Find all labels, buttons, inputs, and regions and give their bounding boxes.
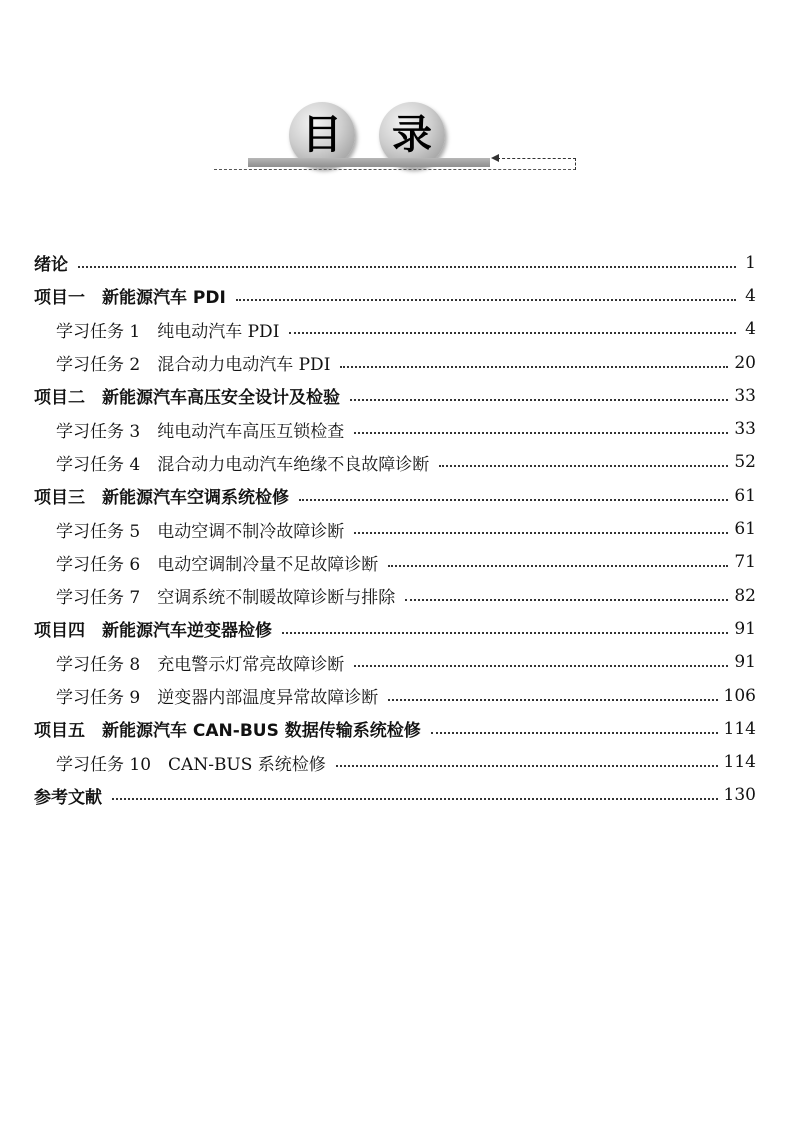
toc-page-number: 71 [734, 552, 756, 573]
toc-leader-dots [431, 732, 718, 734]
toc-entry-task[interactable] [34, 346, 756, 379]
toc-entry-title: 学习任务 2 混合动力电动汽车 PDI [56, 355, 331, 376]
toc-entry-task[interactable] [34, 579, 756, 612]
toc-entry-title: 学习任务 5 电动空调不制冷故障诊断 [56, 521, 345, 542]
toc-entry-task[interactable] [34, 512, 756, 545]
toc-entry-task[interactable] [34, 679, 756, 712]
toc-page-number: 82 [734, 585, 756, 606]
toc-entry-project[interactable] [34, 712, 756, 745]
toc-page-number: 33 [734, 385, 756, 406]
header-char-mu: 目 [302, 112, 342, 158]
toc-entry-task[interactable] [34, 546, 756, 579]
toc-entry-title: 学习任务 10 CAN-BUS 系统检修 [56, 754, 326, 775]
toc-page-number: 91 [734, 618, 756, 639]
toc-entry-project[interactable] [34, 779, 756, 812]
toc-entry-project[interactable] [34, 479, 756, 512]
toc-entry-project[interactable] [34, 246, 756, 279]
toc-page-number: 4 [745, 319, 756, 340]
toc-leader-dots [354, 432, 728, 434]
toc-leader-dots [336, 765, 718, 767]
toc-leader-dots [289, 332, 736, 334]
header-arrow-line [497, 158, 576, 159]
toc-leader-dots [405, 599, 728, 601]
toc-entry-project[interactable] [34, 279, 756, 312]
header-dashed-underline [214, 169, 576, 170]
toc-leader-dots [388, 565, 728, 567]
toc-entry-task[interactable] [34, 313, 756, 346]
toc-page-number: 4 [745, 285, 756, 306]
toc-page-number: 91 [734, 652, 756, 673]
toc-entry-title: 学习任务 4 混合动力电动汽车绝缘不良故障诊断 [56, 454, 430, 475]
toc-leader-dots [78, 266, 736, 268]
header-dashed-tick [575, 158, 576, 170]
toc-leader-dots [354, 665, 728, 667]
header-char-lu: 录 [392, 112, 432, 158]
toc-entry-title: 学习任务 3 纯电动汽车高压互锁检查 [56, 421, 345, 442]
header-grey-bar [248, 158, 490, 167]
toc-entry-task[interactable] [34, 446, 756, 479]
toc-leader-dots [299, 499, 728, 501]
toc-page-number: 114 [723, 752, 756, 773]
toc-entry-task[interactable] [34, 745, 756, 778]
toc-page-number: 114 [723, 718, 756, 739]
toc-entry-title: 项目三 新能源汽车空调系统检修 [34, 488, 289, 509]
toc-header [0, 0, 790, 200]
toc-entry-title: 项目四 新能源汽车逆变器检修 [34, 621, 272, 642]
toc-entry-title: 绪论 [34, 255, 68, 276]
toc-entry-title: 学习任务 7 空调系统不制暖故障诊断与排除 [56, 588, 396, 609]
toc-page-number: 1 [745, 252, 756, 273]
toc-leader-dots [112, 798, 718, 800]
toc-page-number: 52 [734, 452, 756, 473]
toc-page-number: 130 [723, 785, 756, 806]
toc-entry-title: 项目一 新能源汽车 PDI [34, 288, 226, 309]
toc-entry-title: 参考文献 [34, 787, 102, 808]
toc-page-number: 106 [723, 685, 756, 706]
toc-entry-task[interactable] [34, 412, 756, 445]
toc-leader-dots [388, 699, 717, 701]
toc-entry-title: 项目五 新能源汽车 CAN-BUS 数据传输系统检修 [34, 721, 421, 742]
toc-entry-project[interactable] [34, 379, 756, 412]
toc-entry-title: 项目二 新能源汽车高压安全设计及检验 [34, 388, 340, 409]
toc-entry-task[interactable] [34, 646, 756, 679]
toc-leader-dots [282, 632, 728, 634]
toc-page-number: 33 [734, 419, 756, 440]
toc-entry-title: 学习任务 9 逆变器内部温度异常故障诊断 [56, 688, 379, 708]
toc-entry-title: 学习任务 8 充电警示灯常亮故障诊断 [56, 654, 345, 675]
toc-page-number: 20 [734, 352, 756, 373]
toc-leader-dots [354, 532, 728, 534]
toc-entry-title: 学习任务 6 电动空调制冷量不足故障诊断 [56, 554, 379, 575]
toc-page-number: 61 [734, 519, 756, 540]
toc-leader-dots [439, 465, 728, 467]
toc-entry-title: 学习任务 1 纯电动汽车 PDI [56, 321, 280, 342]
toc-entry-project[interactable] [34, 612, 756, 645]
toc-leader-dots [350, 399, 728, 401]
toc-leader-dots [236, 299, 736, 301]
toc-list [34, 246, 756, 812]
toc-page-number: 61 [734, 485, 756, 506]
header-arrow-head-icon [491, 154, 499, 162]
toc-leader-dots [340, 366, 728, 368]
